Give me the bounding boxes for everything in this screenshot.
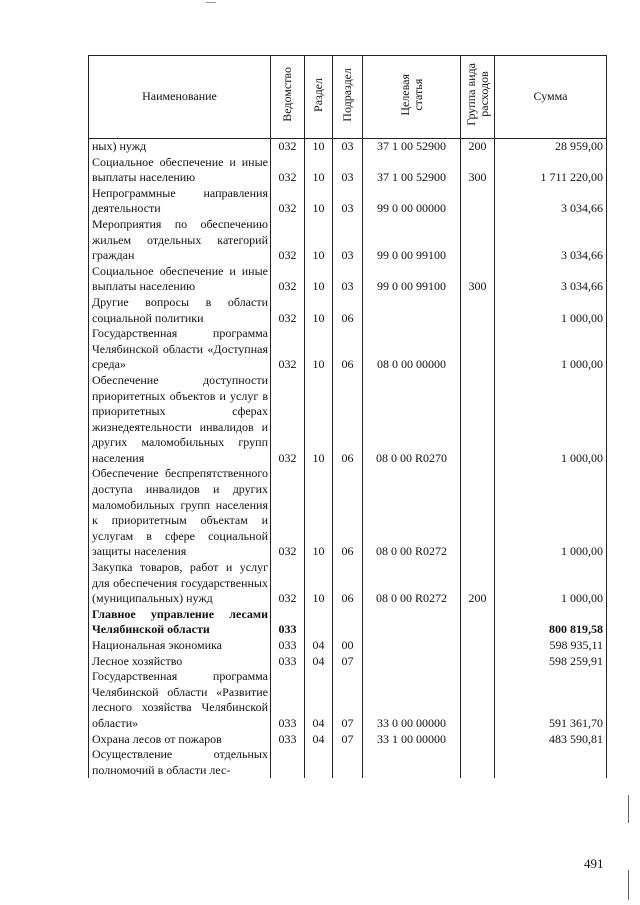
table-body — [89, 139, 607, 779]
row-celevaya: 08 0 00 R0272 — [363, 560, 461, 607]
row-celevaya: 33 0 00 00000 — [363, 669, 461, 731]
table-row — [89, 155, 607, 186]
row-gruppa — [461, 638, 495, 654]
row-podrazdel — [333, 747, 363, 778]
table-header — [89, 56, 607, 139]
row-summa: 591 361,70 — [495, 669, 607, 731]
row-name: Обеспечение доступности приоритетных объектов и услуг в приоритетных сферах жизнедеятельности инвалидов и других маломобильных групп населения — [89, 373, 271, 467]
row-vedomstvo: 032 — [271, 186, 305, 217]
row-podrazdel: 06 — [333, 466, 363, 560]
budget-table — [88, 55, 607, 778]
row-vedomstvo: 032 — [271, 560, 305, 607]
row-podrazdel: 03 — [333, 217, 363, 264]
header-podrazdel-text: Подраздел — [340, 67, 354, 122]
row-gruppa — [461, 732, 495, 748]
row-podrazdel: 06 — [333, 373, 363, 467]
row-podrazdel: 03 — [333, 264, 363, 295]
row-razdel: 10 — [305, 466, 333, 560]
row-podrazdel: 03 — [333, 155, 363, 186]
header-name: Наименование — [89, 56, 271, 139]
row-gruppa — [461, 186, 495, 217]
row-razdel: 04 — [305, 669, 333, 731]
header-vedomstvo-text: Ведомство — [280, 67, 294, 123]
row-gruppa — [461, 217, 495, 264]
row-gruppa — [461, 747, 495, 778]
table-row — [89, 186, 607, 217]
row-gruppa — [461, 669, 495, 731]
row-gruppa: 200 — [461, 139, 495, 155]
row-razdel: 10 — [305, 326, 333, 373]
row-summa: 800 819,58 — [495, 607, 607, 638]
row-name: Лесное хозяйство — [89, 654, 271, 670]
table-row — [89, 373, 607, 467]
row-vedomstvo: 033 — [271, 732, 305, 748]
row-name: Мероприятия по обеспечению жильем отдельных категорий граждан — [89, 217, 271, 264]
table-row — [89, 139, 607, 155]
row-gruppa: 300 — [461, 155, 495, 186]
table-row — [89, 638, 607, 654]
row-celevaya: 37 1 00 52900 — [363, 139, 461, 155]
row-celevaya: 08 0 00 R0270 — [363, 373, 461, 467]
header-gruppa — [461, 56, 495, 139]
table-row — [89, 326, 607, 373]
row-razdel: 04 — [305, 654, 333, 670]
row-summa: 1 711 220,00 — [495, 155, 607, 186]
row-celevaya — [363, 638, 461, 654]
row-vedomstvo: 032 — [271, 217, 305, 264]
row-razdel: 10 — [305, 186, 333, 217]
table-row — [89, 295, 607, 326]
row-gruppa — [461, 607, 495, 638]
row-name: Социальное обеспечение и иные выплаты населению — [89, 155, 271, 186]
row-razdel: 10 — [305, 373, 333, 467]
row-celevaya — [363, 747, 461, 778]
row-celevaya — [363, 295, 461, 326]
edge-mark — [628, 870, 629, 900]
table-row — [89, 607, 607, 638]
row-summa: 3 034,66 — [495, 217, 607, 264]
edge-mark — [628, 795, 629, 823]
row-podrazdel: 06 — [333, 560, 363, 607]
row-gruppa — [461, 295, 495, 326]
row-summa: 1 000,00 — [495, 560, 607, 607]
header-celevaya — [363, 56, 461, 139]
row-name: Охрана лесов от пожаров — [89, 732, 271, 748]
row-gruppa — [461, 466, 495, 560]
row-summa: 1 000,00 — [495, 295, 607, 326]
page-number: 491 — [584, 856, 604, 871]
row-celevaya: 99 0 00 99100 — [363, 217, 461, 264]
table-row — [89, 747, 607, 778]
header-gruppa-text: Группа вида расходов — [463, 63, 491, 127]
header-razdel — [305, 56, 333, 139]
row-vedomstvo: 033 — [271, 607, 305, 638]
row-summa: 1 000,00 — [495, 466, 607, 560]
row-vedomstvo: 032 — [271, 466, 305, 560]
row-razdel: 04 — [305, 638, 333, 654]
row-razdel — [305, 747, 333, 778]
row-vedomstvo — [271, 747, 305, 778]
row-celevaya: 33 1 00 00000 — [363, 732, 461, 748]
scan-mark — [206, 2, 216, 3]
row-summa: 3 034,66 — [495, 264, 607, 295]
row-name: ных) нужд — [89, 139, 271, 155]
row-summa: 598 259,91 — [495, 654, 607, 670]
row-name: Непрограммные направления деятельности — [89, 186, 271, 217]
table-row — [89, 217, 607, 264]
row-podrazdel: 03 — [333, 139, 363, 155]
row-podrazdel: 06 — [333, 295, 363, 326]
row-celevaya: 37 1 00 52900 — [363, 155, 461, 186]
row-name: Закупка товаров, работ и услуг для обеспечения государственных (муниципальных) нужд — [89, 560, 271, 607]
table-row — [89, 669, 607, 731]
row-gruppa: 300 — [461, 264, 495, 295]
row-razdel: 10 — [305, 264, 333, 295]
row-name: Национальная экономика — [89, 638, 271, 654]
row-razdel — [305, 607, 333, 638]
row-vedomstvo: 032 — [271, 373, 305, 467]
row-summa — [495, 747, 607, 778]
row-celevaya: 08 0 00 R0272 — [363, 466, 461, 560]
header-celevaya-text: Целевая статья — [397, 73, 425, 116]
row-vedomstvo: 032 — [271, 326, 305, 373]
row-podrazdel: 03 — [333, 186, 363, 217]
row-razdel: 10 — [305, 560, 333, 607]
row-gruppa — [461, 654, 495, 670]
row-celevaya: 08 0 00 00000 — [363, 326, 461, 373]
table-row — [89, 560, 607, 607]
row-name: Государственная программа Челябинской области «Развитие лесного хозяйства Челябинской области» — [89, 669, 271, 731]
row-vedomstvo: 032 — [271, 139, 305, 155]
row-celevaya — [363, 654, 461, 670]
header-podrazdel — [333, 56, 363, 139]
row-celevaya: 99 0 00 99100 — [363, 264, 461, 295]
row-celevaya: 99 0 00 00000 — [363, 186, 461, 217]
table-row — [89, 264, 607, 295]
row-name: Главное управление лесами Челябинской области — [89, 607, 271, 638]
row-vedomstvo: 033 — [271, 654, 305, 670]
row-name: Государственная программа Челябинской области «Доступная среда» — [89, 326, 271, 373]
row-summa: 1 000,00 — [495, 373, 607, 467]
table-row — [89, 654, 607, 670]
row-vedomstvo: 032 — [271, 264, 305, 295]
row-razdel: 10 — [305, 295, 333, 326]
table-row — [89, 466, 607, 560]
row-vedomstvo: 033 — [271, 669, 305, 731]
table-row — [89, 732, 607, 748]
row-podrazdel: 00 — [333, 638, 363, 654]
row-razdel: 10 — [305, 139, 333, 155]
row-gruppa: 200 — [461, 560, 495, 607]
header-razdel-text: Раздел — [311, 77, 325, 112]
row-summa: 483 590,81 — [495, 732, 607, 748]
row-celevaya — [363, 607, 461, 638]
row-name: Осуществление отдельных полномочий в области лес- — [89, 747, 271, 778]
row-razdel: 04 — [305, 732, 333, 748]
row-summa: 1 000,00 — [495, 326, 607, 373]
row-podrazdel: 07 — [333, 732, 363, 748]
row-summa: 28 959,00 — [495, 139, 607, 155]
row-gruppa — [461, 326, 495, 373]
header-summa: Сумма — [495, 56, 607, 139]
row-summa: 598 935,11 — [495, 638, 607, 654]
row-podrazdel — [333, 607, 363, 638]
row-vedomstvo: 032 — [271, 155, 305, 186]
row-razdel: 10 — [305, 217, 333, 264]
header-vedomstvo — [271, 56, 305, 139]
row-name: Другие вопросы в области социальной политики — [89, 295, 271, 326]
row-name: Социальное обеспечение и иные выплаты населению — [89, 264, 271, 295]
row-podrazdel: 07 — [333, 669, 363, 731]
row-name: Обеспечение беспрепятственного доступа инвалидов и других маломобильных групп населения к приоритетным объектам и услугам в сфере социальной защиты населения — [89, 466, 271, 560]
row-podrazdel: 07 — [333, 654, 363, 670]
row-gruppa — [461, 373, 495, 467]
row-podrazdel: 06 — [333, 326, 363, 373]
row-vedomstvo: 032 — [271, 295, 305, 326]
row-razdel: 10 — [305, 155, 333, 186]
row-vedomstvo: 033 — [271, 638, 305, 654]
row-summa: 3 034,66 — [495, 186, 607, 217]
